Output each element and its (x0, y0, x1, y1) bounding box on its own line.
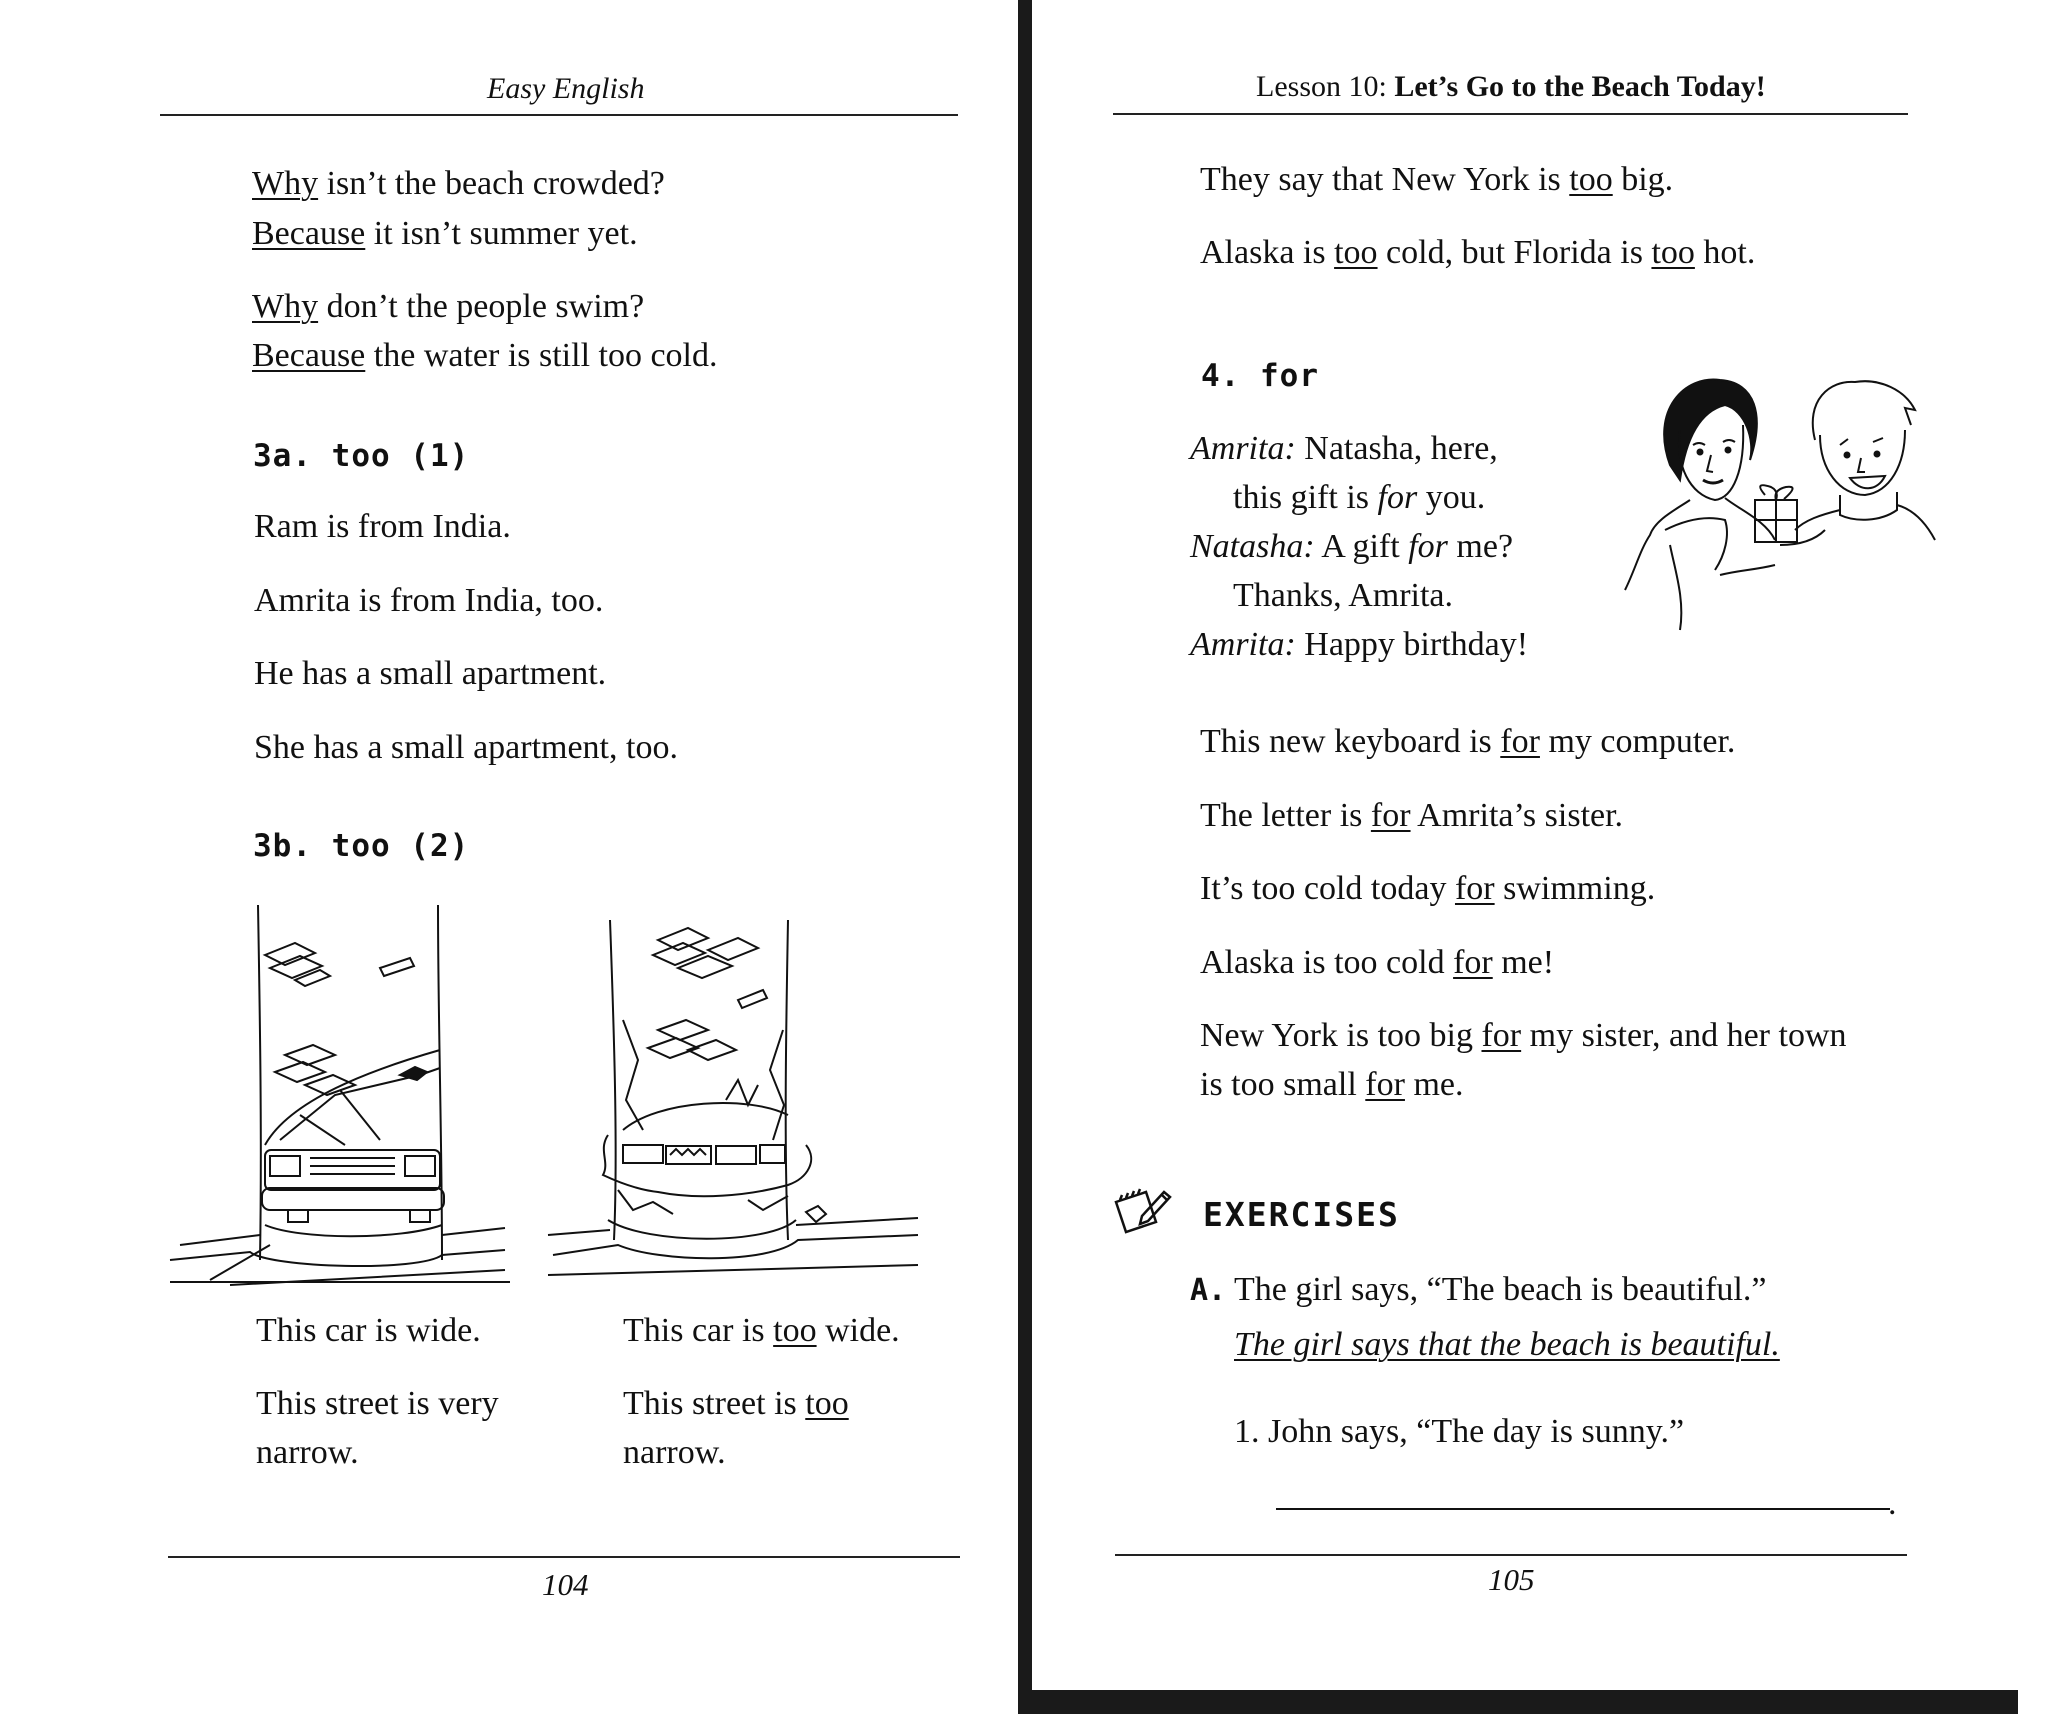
because-answer-2: Because the water is still too cold. (252, 337, 718, 374)
right-header-rule (1113, 113, 1908, 115)
sentence-3a-1: Ram is from India. (254, 508, 511, 545)
left-page (0, 0, 1020, 1714)
answer-line-1-period: . (1888, 1485, 1897, 1522)
caption-too-wide-car: This car is too wide. (623, 1312, 900, 1349)
caption-too-narrow-street-cont: narrow. (623, 1434, 726, 1471)
sentence-ny-too-big: They say that New York is too big. (1200, 161, 1674, 198)
right-running-header: Lesson 10: Let’s Go to the Beach Today! (1256, 70, 1766, 103)
right-footer-rule (1115, 1554, 1907, 1556)
for-sentence-2: The letter is for Amrita’s sister. (1200, 797, 1624, 834)
caption-very-narrow-street-cont: narrow. (256, 1434, 359, 1471)
too-wide-car-illustration (548, 900, 928, 1290)
caption-very-narrow-street: This street is very (256, 1385, 499, 1422)
section-3a-heading: 3a. too (1) (253, 438, 470, 474)
dialog-line-3: Natasha: A gift for me? (1190, 528, 1514, 565)
exercises-heading: EXERCISES (1203, 1195, 1400, 1234)
left-running-header: Easy English (487, 72, 645, 105)
exercise-a-prompt: A. The girl says, “The beach is beautiful.” (1190, 1271, 1767, 1308)
dialog-line-5: Amrita: Happy birthday! (1190, 626, 1529, 663)
left-page-number: 104 (542, 1567, 589, 1602)
for-sentence-5: New York is too big for my sister, and her town (1200, 1017, 1847, 1054)
left-footer-rule (168, 1556, 960, 1558)
left-header-rule (160, 114, 958, 116)
notepad-pencil-icon (1112, 1186, 1174, 1244)
caption-too-narrow-street: This street is too (623, 1385, 849, 1422)
dialog-line-2: this gift is for you. (1233, 479, 1486, 516)
sentence-3a-4: She has a small apartment, too. (254, 729, 678, 766)
for-sentence-5-cont: is too small for me. (1200, 1066, 1464, 1103)
dialog-line-4: Thanks, Amrita. (1233, 577, 1454, 614)
wide-car-illustration (170, 900, 510, 1290)
sentence-alaska-florida: Alaska is too cold, but Florida is too hot. (1200, 234, 1756, 271)
why-question-1: Why isn’t the beach crowded? (252, 165, 665, 202)
sentence-3a-2: Amrita is from India, too. (254, 582, 604, 619)
sentence-3a-3: He has a small apartment. (254, 655, 607, 692)
because-answer-1: Because it isn’t summer yet. (252, 215, 638, 252)
gift-exchange-illustration (1615, 370, 1935, 640)
for-sentence-3: It’s too cold today for swimming. (1200, 870, 1656, 907)
caption-wide-car: This car is wide. (256, 1312, 481, 1349)
for-sentence-1: This new keyboard is for my computer. (1200, 723, 1736, 760)
section-3b-heading: 3b. too (2) (253, 828, 470, 864)
section-4-heading: 4. for (1201, 358, 1319, 394)
answer-line-1[interactable] (1276, 1508, 1890, 1510)
exercise-a-example-answer: The girl says that the beach is beautiful. (1234, 1326, 1780, 1363)
for-sentence-4: Alaska is too cold for me! (1200, 944, 1555, 981)
exercise-item-1: 1. John says, “The day is sunny.” (1234, 1413, 1685, 1450)
why-question-2: Why don’t the people swim? (252, 288, 645, 325)
dialog-line-1: Amrita: Natasha, here, (1190, 430, 1498, 467)
right-page-number: 105 (1488, 1562, 1535, 1597)
page-edge (1018, 1690, 2018, 1714)
